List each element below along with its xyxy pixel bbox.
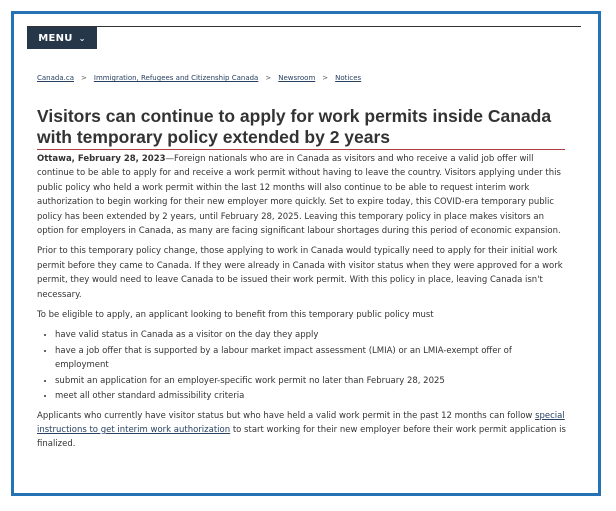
title-underline xyxy=(37,149,565,150)
intro-text: —Foreign nationals who are in Canada as visitors and who receive a valid job offer will continue to be able to apply for and receive a work permit without having to leave the country. Visitors applying under this public policy who held a work permit within the last 12 months will also continue to be able to request interim work authorization to begin working for their new employer more quickly. Set to expire today, this COVID-era temporary public policy has been extended by 2 years, until February 28, 2025. Leaving this temporary policy in place makes visitors an option for employers in Canada, as many are facing significant labour shortages during this period of economic expansion. xyxy=(37,154,561,237)
paragraph-intro xyxy=(37,152,567,238)
breadcrumb-separator: > xyxy=(322,74,329,82)
menu-label: MENU xyxy=(38,32,73,44)
header-rule xyxy=(27,26,581,27)
breadcrumb xyxy=(37,74,361,82)
breadcrumb-separator: > xyxy=(81,74,87,82)
paragraph-prior-policy: Prior to this temporary policy change, those applying to work in Canada would typically need to apply for their initial work permit before they came to Canada. If they were already in Canada with visitor status when they were approved for a work permit, they would need to leave Canada to be issued their work permit. With this policy in place, leaving Canada isn't necessary. xyxy=(37,246,563,300)
menu-button[interactable] xyxy=(27,27,97,49)
breadcrumb-newsroom[interactable]: Newsroom xyxy=(278,74,316,82)
interim-text-after: to start working for their new employer before their work permit application is finalized. xyxy=(37,424,566,450)
list-item: • submit an application for an employer-specific work permit no later than February 28, 2025 xyxy=(55,374,567,388)
article-body xyxy=(37,152,567,458)
page-title: Visitors can continue to apply for work permits inside Canada with temporary policy extended by 2 years xyxy=(37,106,552,147)
eligibility-list xyxy=(37,328,567,403)
list-item: • have valid status in Canada as a visitor on the day they apply xyxy=(55,328,567,342)
dateline: Ottawa, February 28, 2023 xyxy=(37,154,166,164)
interim-text-before: Applicants who currently have visitor status but who have held a valid work permit in the past 12 months can follow xyxy=(37,410,536,421)
chevron-down-icon: ⌄ xyxy=(78,33,86,43)
breadcrumb-separator: > xyxy=(265,74,272,82)
breadcrumb-notices[interactable]: Notices xyxy=(335,74,362,82)
breadcrumb-canada[interactable]: Canada.ca xyxy=(37,74,74,82)
breadcrumb-ircc[interactable]: Immigration, Refugees and Citizenship Canada xyxy=(93,74,259,82)
interim-authorization-link[interactable]: special instructions to get interim work authorization xyxy=(37,410,565,435)
paragraph-interim xyxy=(37,409,567,452)
list-item: • meet all other standard admissibility criteria xyxy=(55,389,567,403)
list-item: • have a job offer that is supported by a labour market impact assessment (LMIA) or an LMIA-exempt offer of employment xyxy=(55,344,567,373)
paragraph-eligibility: To be eligible to apply, an applicant looking to benefit from this temporary public policy must xyxy=(37,310,434,321)
